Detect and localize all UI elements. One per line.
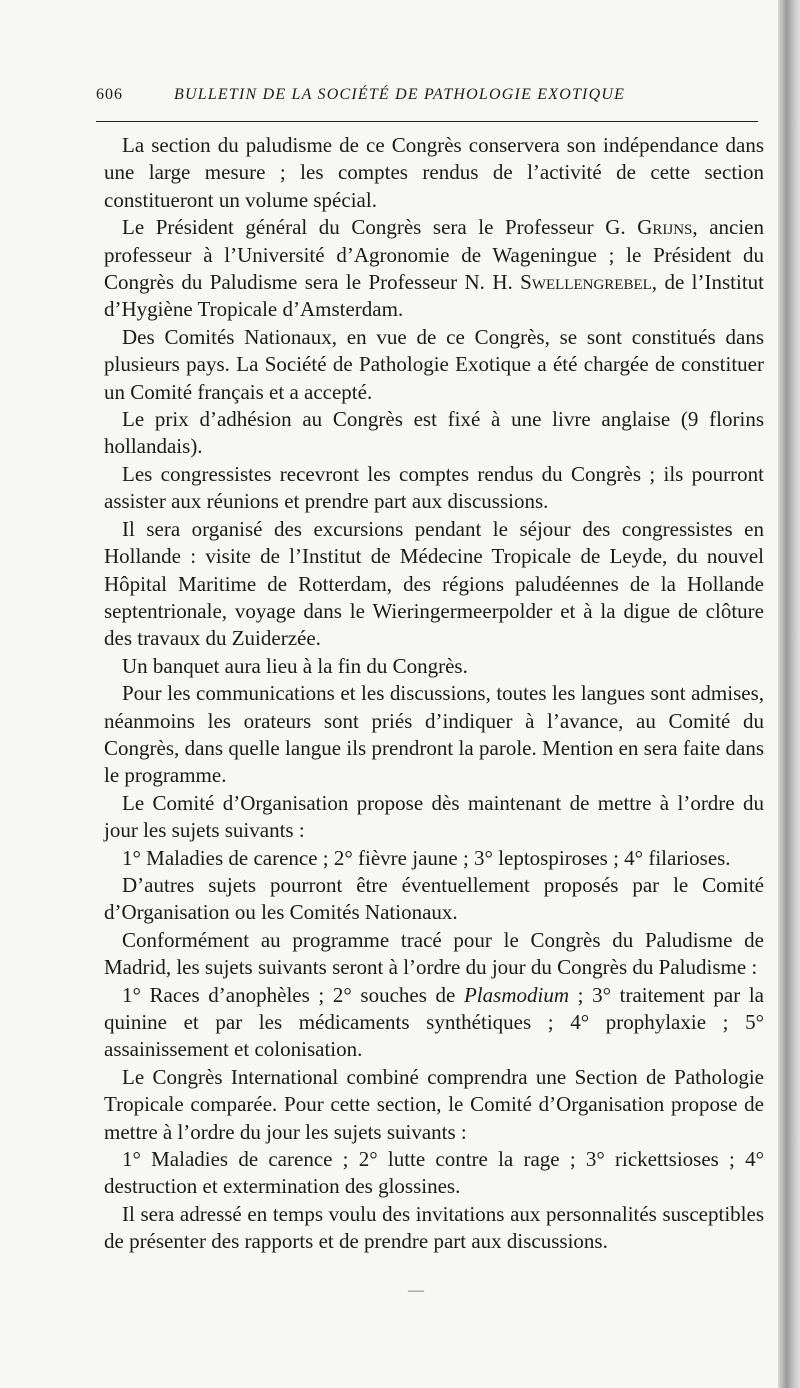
body-text [104, 132, 764, 1256]
paragraph-13-text-a: 1° Races d’anophèles ; 2° souches de [122, 982, 464, 1007]
paragraph-1: La section du paludisme de ce Congrès conservera son indépendance dans une large mesure ; les comptes rendus de l’activité de cette section constitueront un volume spécial. [104, 133, 764, 212]
paragraph-12: Conformément au programme tracé pour le Congrès du Paludisme de Madrid, les sujets suivants seront à l’ordre du jour du Congrès du Paludisme : [104, 927, 764, 980]
paragraph-7: Un banquet aura lieu à la fin du Congrès. [122, 653, 468, 678]
paragraph-8: Pour les communications et les discussions, toutes les langues sont admises, néanmoins les orateurs sont priés d’indiquer à l’avance, au Comité du Congrès, dans quelle langue ils prendront la parole. Mention en sera faite dans le programme. [104, 681, 764, 788]
paragraph-16: Il sera adressé en temps voulu des invitations aux personnalités susceptibles de présenter des rapports et de prendre part aux discussions. [104, 1201, 764, 1254]
paragraph-2 [104, 214, 764, 324]
paragraph-14: Le Congrès International combiné comprendra une Section de Pathologie Tropicale comparée. Pour cette section, le Comité d’Organisation propose de mettre à l’ordre du jour les sujets suivants : [104, 1064, 764, 1144]
page-header [96, 86, 758, 112]
paragraph-4: Le prix d’adhésion au Congrès est fixé à une livre anglaise (9 florins hollandais). [104, 407, 764, 459]
paragraph-9: Le Comité d’Organisation propose dès maintenant de mettre à l’ordre du jour les sujets suivants : [104, 790, 764, 843]
paragraph-2-text-a: Le Président général du Congrès sera le Professeur G. [122, 215, 638, 240]
paragraph-3: Des Comités Nationaux, en vue de ce Congrès, se sont constitués dans plusieurs pays. La Société de Pathologie Exotique a été chargée de constituer un Comité français et a accepté. [104, 324, 764, 404]
paragraph-6: Il sera organisé des excursions pendant le séjour des congressistes en Hollande : visite de l’Institut de Médecine Tropicale de Leyde, du nouvel Hôpital Maritime de Rotterdam, des régions paludéennes de la Hollande septentrionale, voyage dans le Wieringermeerpolder et à la digue de clôture des travaux du Zuiderzée. [104, 516, 764, 651]
paragraph-2-text-b: , ancien professeur à l’Université d’Agronomie de Wageningue ; le Président du Congrès du Paludisme sera le Professeur N. H. [104, 215, 764, 295]
paragraph-15: 1° Maladies de carence ; 2° lutte contre la rage ; 3° rickettsioses ; 4° destruction et extermination des glossines. [104, 1147, 764, 1199]
page-binding-edge [778, 0, 800, 1388]
paragraph-13 [104, 982, 764, 1064]
paragraph-2-text-c: , de l’Institut d’Hygiène Tropicale d’Amsterdam. [104, 270, 764, 322]
person-name-grijns: Grijns [637, 215, 693, 240]
paragraph-13-text-b: ; 3° traitement par la quinine et par les médicaments synthétiques ; 4° prophylaxie ; 5° assainissement et colonisation. [104, 982, 764, 1062]
person-name-swellengrebel: Swellengrebel [520, 270, 652, 295]
paragraph-10: 1° Maladies de carence ; 2° fièvre jaune ; 3° leptospiroses ; 4° filarioses. [122, 845, 731, 870]
plasmodium-italic: Plasmodium [463, 982, 569, 1007]
header-rule [96, 121, 758, 122]
page-number: 606 [96, 86, 123, 103]
running-title: BULLETIN DE LA SOCIÉTÉ DE PATHOLOGIE EXOTIQUE [174, 86, 626, 103]
end-mark: — [408, 1282, 424, 1299]
paragraph-11: D’autres sujets pourront être éventuellement proposés par le Comité d’Organisation ou les Comités Nationaux. [104, 872, 764, 925]
paragraph-5: Les congressistes recevront les comptes rendus du Congrès ; ils pourront assister aux réunions et prendre part aux discussions. [104, 461, 764, 514]
